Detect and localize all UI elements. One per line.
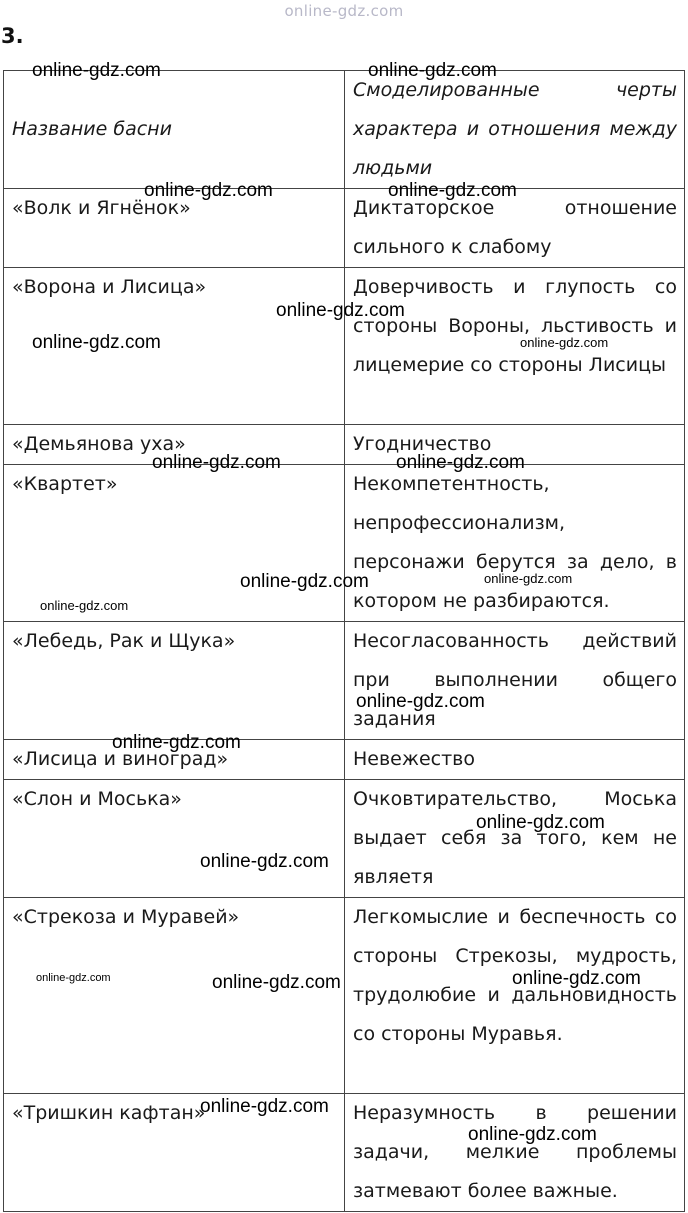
watermark: online-gdz.com [356,691,485,712]
fable-name-cell: «Лисица и виноград» [4,740,345,780]
watermark: online-gdz.com [200,851,329,872]
traits-cell: Очковтирательство, Моська выдает себя за того, кем не являетя [345,780,685,898]
header-traits: Смоделированные черты характера и отношения между людьми [345,71,685,189]
table-row [4,189,685,268]
traits-cell: Некомпетентность, непрофессионализм, персонажи берутся за дело, в котором не разбираются. [345,465,685,622]
watermark: online-gdz.com [212,972,341,993]
watermark: online-gdz.com [40,598,129,613]
watermark: online-gdz.com [144,180,273,201]
fable-name-cell: «Ворона и Лисица» [4,268,345,425]
watermark: online-gdz.com [468,1124,597,1145]
traits-cell: Неразумность в решении задачи, мелкие проблемы затмевают более важные. [345,1094,685,1212]
fable-name-cell: «Стрекоза и Муравей» [4,898,345,1094]
task-number: 3. [1,24,24,48]
watermark: online-gdz.com [32,60,161,81]
watermark: online-gdz.com [368,60,497,81]
traits-cell: Диктаторское отношение сильного к слабому [345,189,685,268]
table-row [4,780,685,898]
traits-cell: Доверчивость и глупость со стороны Вороны, льстивость и лицемерие со стороны Лисицы [345,268,685,425]
watermark: online-gdz.com [484,571,573,586]
watermark: online-gdz.com [112,732,241,753]
watermark: online-gdz.com [276,300,405,321]
fable-name-cell: «Волк и Ягнёнок» [4,189,345,268]
table-row [4,1094,685,1212]
fable-name-cell: «Тришкин кафтан» [4,1094,345,1212]
top-watermark: online-gdz.com [284,2,404,20]
fable-name-cell: «Слон и Моська» [4,780,345,898]
fable-name-cell: «Демьянова уха» [4,425,345,465]
traits-cell: Легкомыслие и беспечность со стороны Стрекозы, мудрость, трудолюбие и дальновидность со стороны Муравья. [345,898,685,1094]
table-header-row [4,71,685,189]
watermark: online-gdz.com [200,1096,329,1117]
watermark: online-gdz.com [36,972,111,984]
fable-name-cell: «Лебедь, Рак и Щука» [4,622,345,740]
watermark: online-gdz.com [388,180,517,201]
header-fable-name: Название басни [4,71,345,189]
watermark: online-gdz.com [476,812,605,833]
watermark: online-gdz.com [520,335,609,350]
table-row [4,740,685,780]
fable-name-cell: «Квартет» [4,465,345,622]
table-row [4,898,685,1094]
table-row [4,622,685,740]
traits-cell: Несогласованность действий при выполнении общего задания [345,622,685,740]
watermark: online-gdz.com [32,332,161,353]
traits-cell: Угодничество [345,425,685,465]
watermark: online-gdz.com [512,968,641,989]
watermark: online-gdz.com [152,452,281,473]
fables-table [3,70,685,1212]
table-row [4,425,685,465]
traits-cell: Невежество [345,740,685,780]
watermark: online-gdz.com [240,571,369,592]
watermark: online-gdz.com [396,452,525,473]
